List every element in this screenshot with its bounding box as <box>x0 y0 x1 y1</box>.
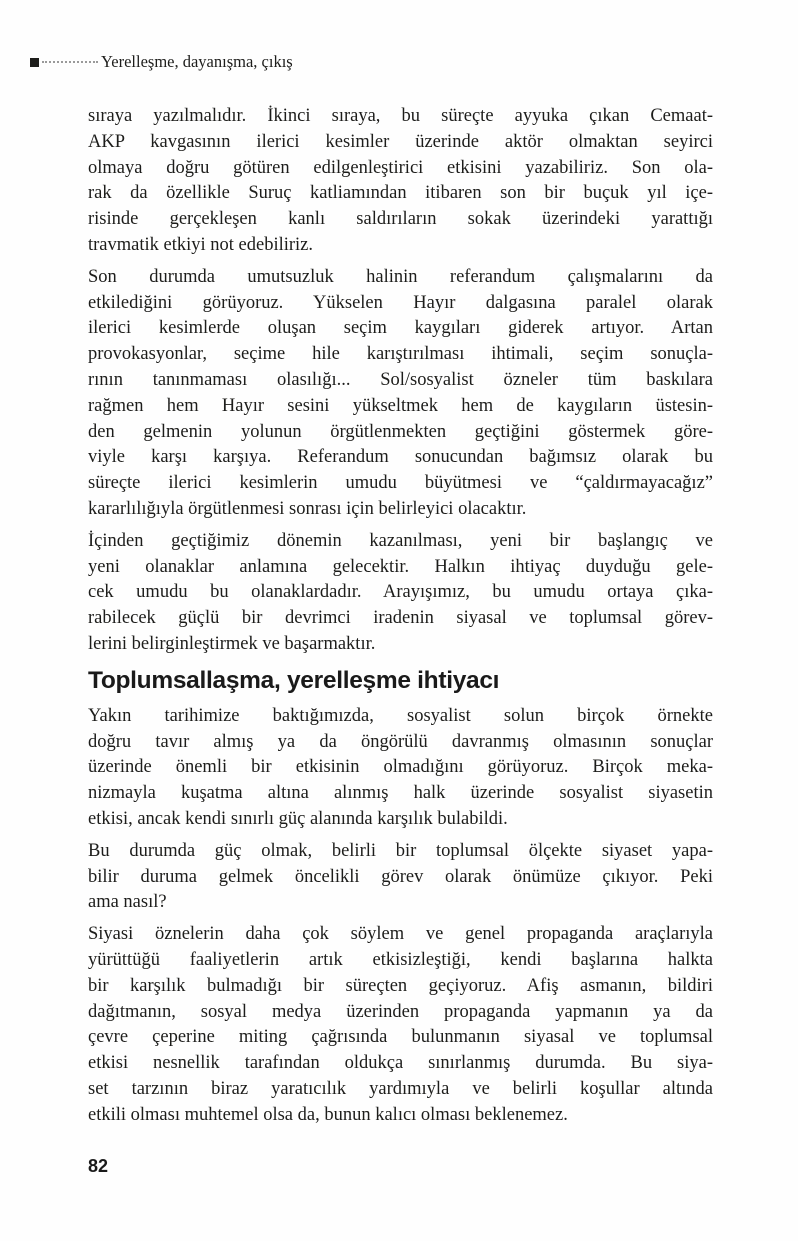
text-line: etkili olması muhtemel olsa da, bunun kalıcı olması beklenemez. <box>88 1104 568 1125</box>
text-line: etkisi nesnellik tarafından oldukça sınırlanmış durumda. Bu siya- <box>88 1053 713 1074</box>
text-line: rabilecek güçlü bir devrimci iradenin siyasal ve toplumsal görev- <box>88 608 713 629</box>
text-line: cek umudu bu olanaklardadır. Arayışımız, bu umudu ortaya çıka- <box>88 582 713 603</box>
running-header-title: Yerelleşme, dayanışma, çıkış <box>101 52 293 71</box>
paragraph <box>88 839 713 916</box>
text-line: Son durumda umutsuzluk halinin referandum çalışmalarını da <box>88 266 713 287</box>
paragraph <box>88 104 713 259</box>
text-line: doğru tavır almış ya da öngörülü davranmış olmasının sonuçlar <box>88 731 713 752</box>
header-dotted-line <box>42 61 98 63</box>
text-line: Siyasi öznelerin daha çok söylem ve genel propaganda araçlarıyla <box>88 924 713 945</box>
text-line: Bu durumda güç olmak, belirli bir toplumsal ölçekte siyaset yapa- <box>88 840 713 861</box>
text-line: travmatik etkiyi not edebiliriz. <box>88 234 314 255</box>
paragraph <box>88 922 713 1128</box>
text-line: risinde gerçekleşen kanlı saldırıların sokak üzerindeki yarattığı <box>88 209 713 230</box>
section-heading: Toplumsallaşma, yerelleşme ihtiyacı <box>88 666 500 694</box>
text-line: den gelmenin yolunun örgütlenmekten geçtiğini göstermek göre- <box>88 421 713 442</box>
text-line: rağmen hem Hayır sesini yükseltmek hem de kaygıların üstesin- <box>88 395 713 416</box>
text-line: nizmayla kuşatma altına alınmış halk üzerinde sosyalist siyasetin <box>88 783 713 804</box>
text-line: üzerinde önemli bir etkisinin olmadığını görüyoruz. Birçok meka- <box>88 757 713 778</box>
text-line: etkilediğini görüyoruz. Yükselen Hayır dalgasına paralel olarak <box>88 292 713 313</box>
text-line: çevre çeperine miting çağrısında bulunmanın siyasal ve toplumsal <box>88 1027 713 1048</box>
square-bullet-icon <box>30 58 39 67</box>
text-line: ilerici kesimlerde oluşan seçim kaygıları giderek artıyor. Artan <box>88 318 713 339</box>
text-line: provokasyonlar, seçime hile karıştırılması ihtimali, seçim sonuçla- <box>88 344 713 365</box>
paragraph <box>88 529 713 658</box>
text-line: viyle karşı karşıya. Referandum sonucundan bağımsız olarak bu <box>88 447 713 468</box>
text-line: yeni olanaklar anlamına gelecektir. Halkın ihtiyaç duyduğu gele- <box>88 556 713 577</box>
text-line: bir karşılık bulmadığı bir süreçten geçiyoruz. Afiş asmanın, bildiri <box>88 975 713 996</box>
running-header <box>30 52 713 72</box>
page-number: 82 <box>88 1156 109 1176</box>
page-footer <box>88 1156 108 1177</box>
text-line: set tarzının biraz yaratıcılık yardımıyla ve belirli koşullar altında <box>88 1078 713 1099</box>
text-line: rak da özellikle Suruç katliamından itibaren son bir buçuk yıl içe- <box>88 183 713 204</box>
text-line: lerini belirginleştirmek ve başarmaktır. <box>88 633 376 654</box>
text-line: ama nasıl? <box>88 892 167 913</box>
text-line: Yakın tarihimize baktığımızda, sosyalist solun birçok örnekte <box>88 705 713 726</box>
text-line: İçinden geçtiğimiz dönemin kazanılması, yeni bir başlangıç ve <box>88 530 713 551</box>
text-line: yürüttüğü faaliyetlerin artık etkisizleştiği, kendi başlarına halkta <box>88 949 713 970</box>
text-line: kararlılığıyla örgütlenmesi sonrası için belirleyici olacaktır. <box>88 498 527 519</box>
text-line: olmaya doğru götüren edilgenleştirici etkisini yazabiliriz. Son ola- <box>88 157 713 178</box>
text-line: süreçte ilerici kesimlerin umudu büyütmesi ve “çaldırmayacağız” <box>88 473 713 494</box>
text-line: rının tanınmaması olasılığı... Sol/sosyalist özneler tüm baskılara <box>88 369 713 390</box>
paragraph <box>88 265 713 523</box>
text-line: sıraya yazılmalıdır. İkinci sıraya, bu süreçte ayyuka çıkan Cemaat- <box>88 106 713 126</box>
text-line: bilir duruma gelmek öncelikli görev olarak önümüze çıkıyor. Peki <box>88 866 713 887</box>
text-line: dağıtmanın, sosyal medya üzerinden propaganda yapmanın ya da <box>88 1001 713 1022</box>
text-line: AKP kavgasının ilerici kesimler üzerinde aktör olmaktan seyirci <box>88 131 713 152</box>
text-line: etkisi, ancak kendi sınırlı güç alanında karşılık bulabildi. <box>88 808 508 829</box>
paragraph <box>88 704 713 833</box>
page-body <box>88 104 713 1134</box>
